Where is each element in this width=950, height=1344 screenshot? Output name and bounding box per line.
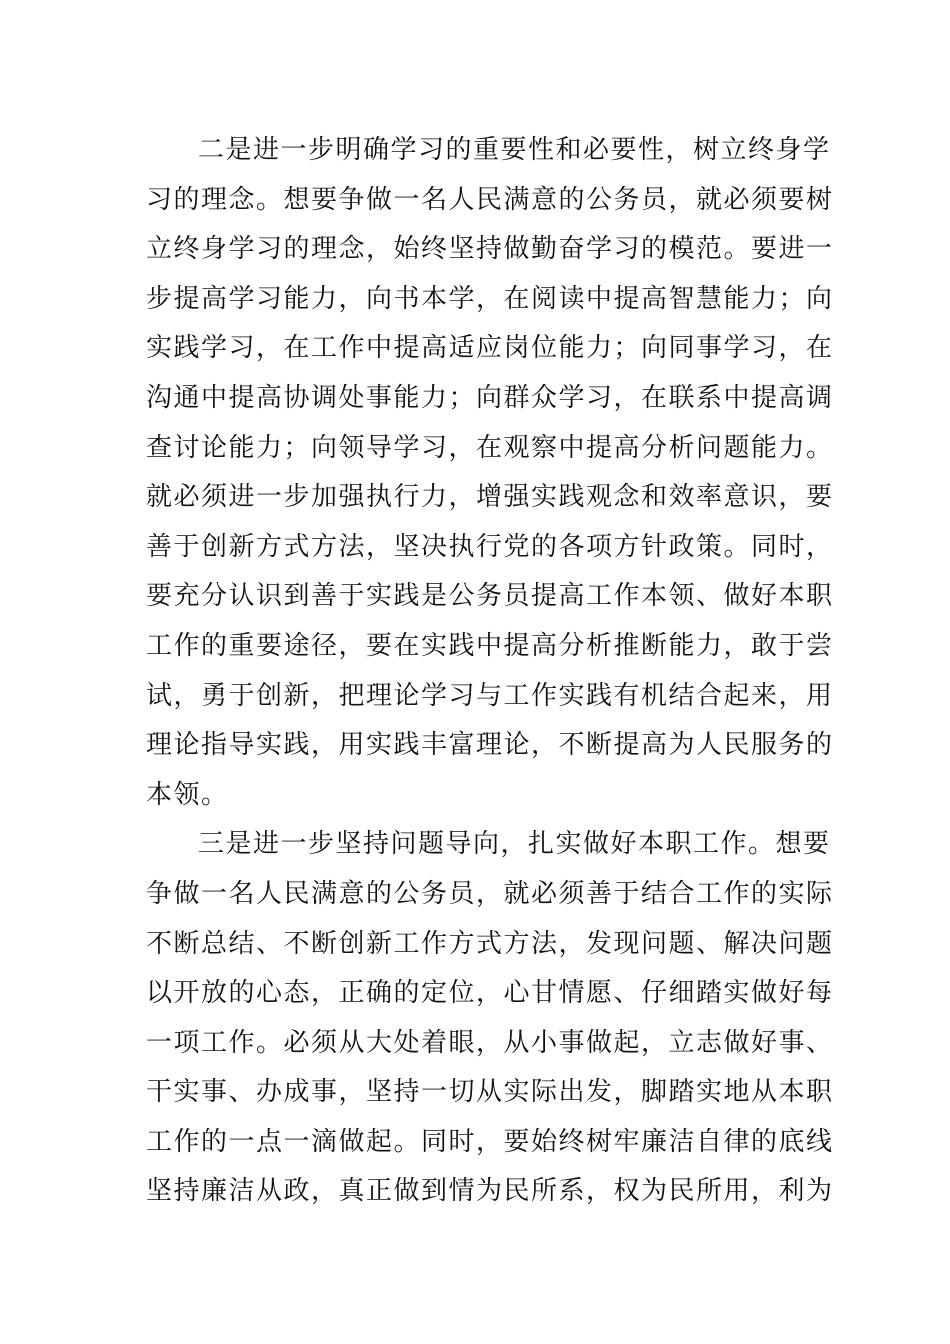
text-line: 实践学习，在工作中提高适应岗位能力；向同事学习，在 [146, 333, 834, 364]
paragraph-2 [146, 126, 834, 820]
text-line: 步提高学习能力，向书本学，在阅读中提高智慧能力；向 [146, 283, 834, 314]
text-line: 三是进一步坚持问题导向，扎实做好本职工作。想要 [198, 829, 831, 860]
text-line: 试，勇于创新，把理论学习与工作实践有机结合起来，用 [146, 680, 834, 711]
text-line: 善于创新方式方法，坚决执行党的各项方针政策。同时， [146, 531, 834, 562]
text-line: 工作的一点一滴做起。同时，要始终树牢廉洁自律的底线 [146, 1126, 834, 1157]
document-body [146, 126, 834, 1217]
text-line: 不断总结、不断创新工作方式方法，发现问题、解决问题 [146, 928, 834, 959]
text-line: 干实事、办成事，坚持一切从实际出发，脚踏实地从本职 [146, 1077, 834, 1108]
text-line: 习的理念。想要争做一名人民满意的公务员，就必须要树 [146, 184, 834, 215]
text-line: 以开放的心态，正确的定位，心甘情愿、仔细踏实做好每 [146, 978, 834, 1009]
text-line: 争做一名人民满意的公务员，就必须善于结合工作的实际 [146, 878, 834, 909]
text-line: 二是进一步明确学习的重要性和必要性，树立终身学 [198, 135, 831, 165]
text-line: 坚持廉洁从政，真正做到情为民所系，权为民所用，利为 [146, 1176, 834, 1207]
text-line: 一项工作。必须从大处着眼，从小事做起，立志做好事、 [146, 1027, 834, 1058]
text-line: 理论指导实践，用实践丰富理论，不断提高为人民服务的 [146, 730, 834, 761]
text-line: 本领。 [146, 779, 229, 810]
text-line: 就必须进一步加强执行力，增强实践观念和效率意识，要 [146, 482, 834, 513]
text-line: 要充分认识到善于实践是公务员提高工作本领、做好本职 [146, 581, 834, 612]
text-line: 沟通中提高协调处事能力；向群众学习，在联系中提高调 [146, 382, 834, 413]
paragraph-3 [146, 820, 834, 1217]
text-line: 工作的重要途径，要在实践中提高分析推断能力，敢于尝 [146, 630, 834, 661]
text-line: 查讨论能力；向领导学习，在观察中提高分析问题能力。 [146, 432, 834, 463]
text-line: 立终身学习的理念，始终坚持做勤奋学习的模范。要进一 [146, 234, 834, 265]
